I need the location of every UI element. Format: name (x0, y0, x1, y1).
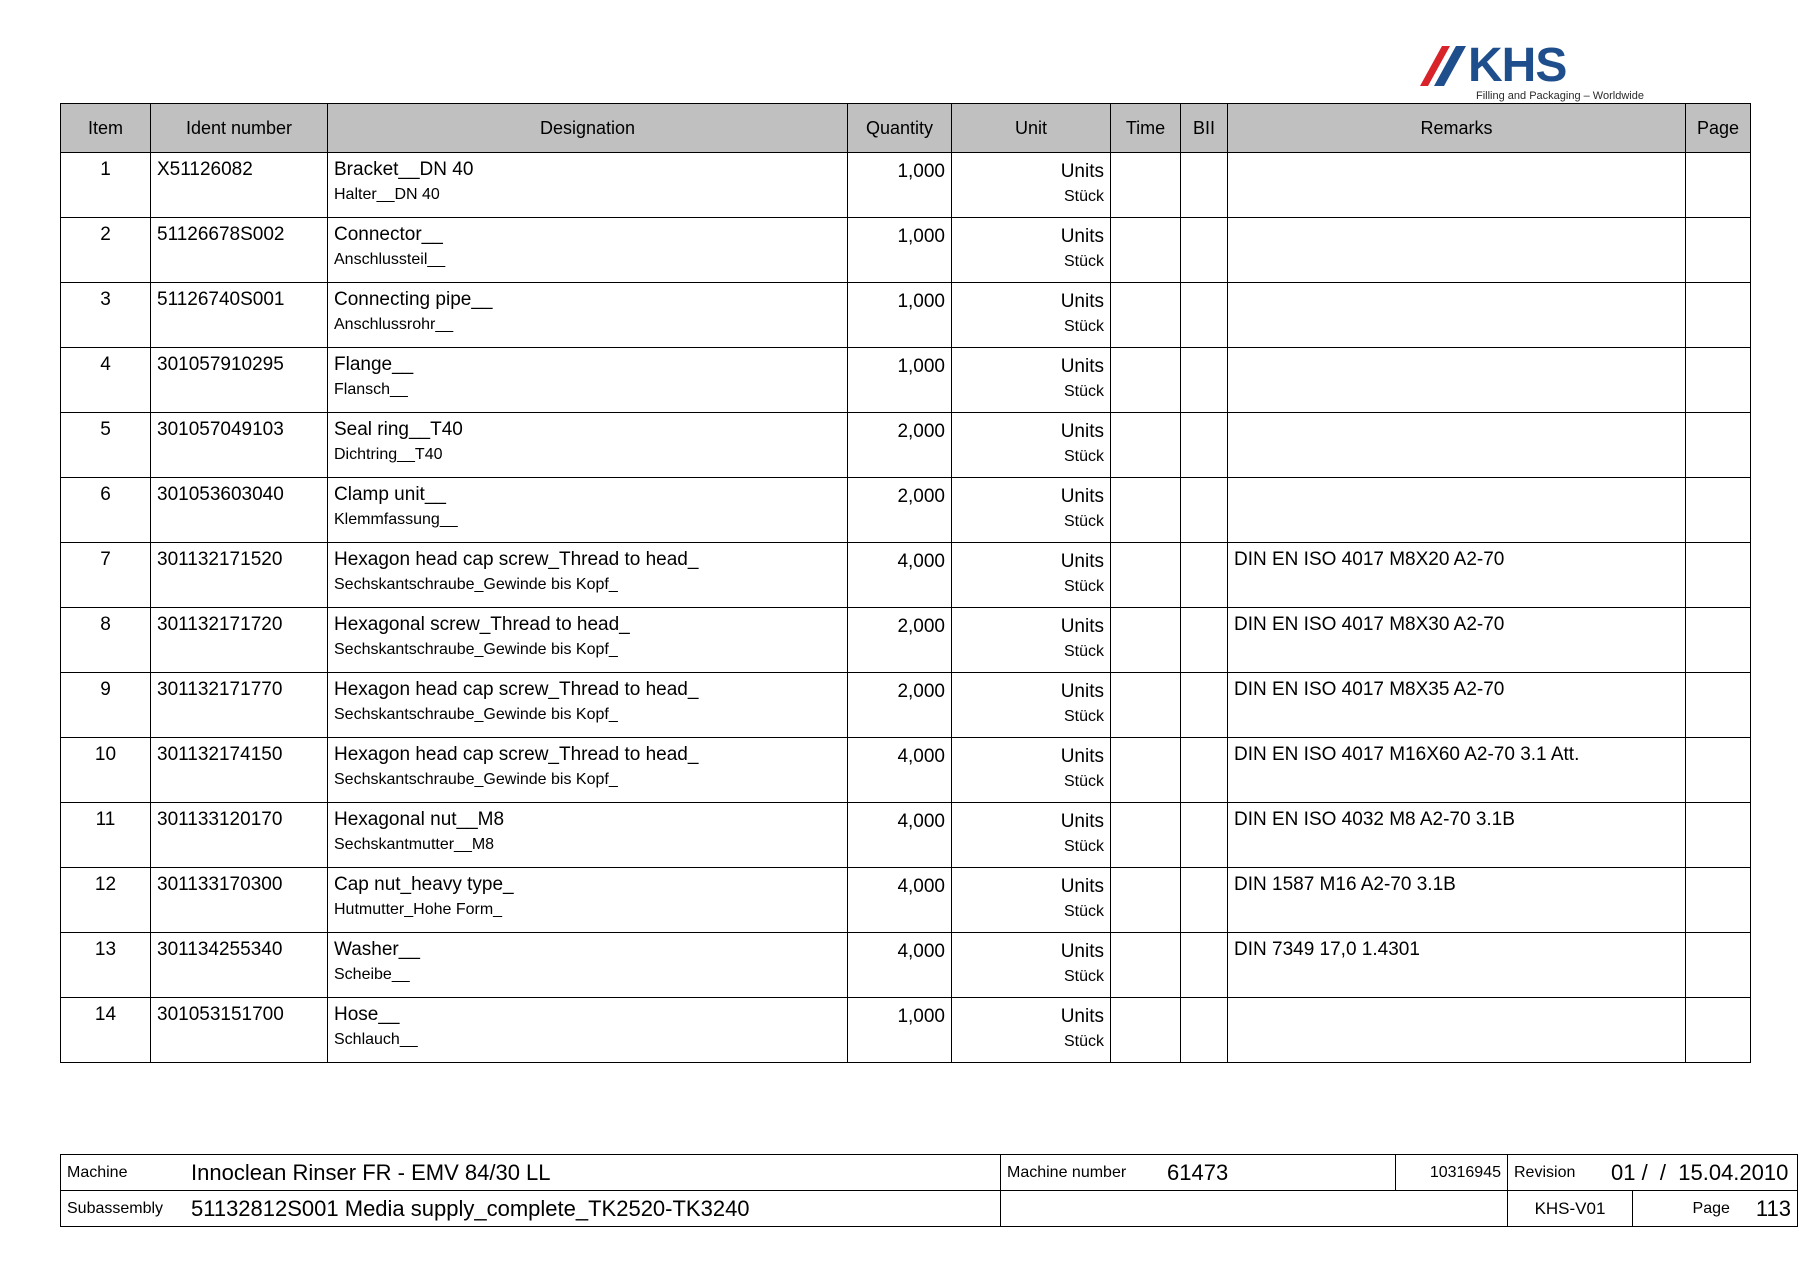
cell-remarks (1228, 413, 1686, 478)
cell-time (1111, 348, 1181, 413)
cell-bil (1181, 803, 1228, 868)
cell-time (1111, 803, 1181, 868)
cell-unit (952, 543, 1111, 608)
cell-item: 3 (61, 283, 151, 348)
cell-page (1686, 543, 1751, 608)
unit-german: Stück (1063, 578, 1104, 595)
cell-item: 13 (61, 933, 151, 998)
cell-item: 5 (61, 413, 151, 478)
header-quantity: Quantity (848, 104, 952, 153)
cell-quantity: 4,000 (848, 543, 952, 608)
cell-item: 12 (61, 868, 151, 933)
cell-bil (1181, 738, 1228, 803)
unit-german: Stück (1063, 773, 1104, 790)
cell-time (1111, 478, 1181, 543)
cell-page (1686, 803, 1751, 868)
cell-remarks (1228, 283, 1686, 348)
unit-german: Stück (1063, 188, 1104, 205)
cell-remarks: DIN 1587 M16 A2-70 3.1B (1228, 868, 1686, 933)
table-row (61, 218, 1751, 283)
cell-ident-number: 301133170300 (151, 868, 328, 933)
cell-unit (952, 218, 1111, 283)
header-page: Page (1686, 104, 1751, 153)
cell-unit (952, 153, 1111, 218)
title-block-row-subassembly (61, 1191, 1798, 1227)
cell-unit (952, 738, 1111, 803)
title-block (60, 1154, 1798, 1227)
cell-ident-number: 301133120170 (151, 803, 328, 868)
cell-time (1111, 153, 1181, 218)
cell-unit (952, 673, 1111, 738)
cell-page (1686, 153, 1751, 218)
cell-designation (328, 153, 848, 218)
table-row (61, 478, 1751, 543)
machine-number-cell (1001, 1155, 1396, 1191)
parts-list-body (61, 153, 1751, 1063)
unit-german: Stück (1063, 448, 1104, 465)
cell-item: 4 (61, 348, 151, 413)
table-row (61, 803, 1751, 868)
cell-item: 8 (61, 608, 151, 673)
cell-page (1686, 608, 1751, 673)
cell-item: 14 (61, 998, 151, 1063)
designation-english: Flange__ (334, 354, 414, 375)
unit-german: Stück (1063, 643, 1104, 660)
designation-english: Washer__ (334, 939, 420, 960)
cell-quantity: 2,000 (848, 413, 952, 478)
cell-item: 6 (61, 478, 151, 543)
designation-english: Hexagon head cap screw_Thread to head_ (334, 549, 699, 570)
khs-logo-brand: KHS (1468, 39, 1567, 92)
table-row (61, 348, 1751, 413)
cell-remarks: DIN EN ISO 4017 M8X35 A2-70 (1228, 673, 1686, 738)
table-row (61, 738, 1751, 803)
subassembly-label: Subassembly (67, 1199, 164, 1217)
table-row (61, 153, 1751, 218)
unit-english: Units (1060, 876, 1104, 897)
cell-ident-number: 301057049103 (151, 413, 328, 478)
cell-item: 1 (61, 153, 151, 218)
cell-unit (952, 998, 1111, 1063)
cell-time (1111, 283, 1181, 348)
cell-designation (328, 608, 848, 673)
revision-cell (1508, 1155, 1798, 1191)
cell-designation (328, 348, 848, 413)
cell-remarks (1228, 478, 1686, 543)
unit-english: Units (1060, 486, 1104, 507)
template-code: KHS-V01 (1534, 1198, 1606, 1218)
designation-german: Sechskantschraube_Gewinde bis Kopf_ (334, 576, 618, 593)
cell-bil (1181, 933, 1228, 998)
machine-number-value: 61473 (1167, 1159, 1229, 1185)
cell-ident-number: 301132171770 (151, 673, 328, 738)
page-cell (1633, 1191, 1798, 1227)
machine-cell (61, 1155, 1001, 1191)
cell-bil (1181, 283, 1228, 348)
cell-quantity: 2,000 (848, 673, 952, 738)
cell-page (1686, 738, 1751, 803)
unit-english: Units (1060, 941, 1104, 962)
cell-item: 9 (61, 673, 151, 738)
revision-value: 01 / / 15.04.2010 (1611, 1159, 1789, 1185)
cell-time (1111, 868, 1181, 933)
table-row (61, 413, 1751, 478)
designation-english: Hexagon head cap screw_Thread to head_ (334, 744, 699, 765)
cell-remarks: DIN 7349 17,0 1.4301 (1228, 933, 1686, 998)
unit-english: Units (1060, 161, 1104, 182)
table-row (61, 673, 1751, 738)
designation-english: Hexagonal nut__M8 (334, 809, 505, 830)
unit-english: Units (1060, 291, 1104, 312)
unit-german: Stück (1063, 708, 1104, 725)
cell-remarks: DIN EN ISO 4032 M8 A2-70 3.1B (1228, 803, 1686, 868)
unit-english: Units (1060, 811, 1104, 832)
cell-unit (952, 608, 1111, 673)
cell-bil (1181, 543, 1228, 608)
unit-german: Stück (1063, 838, 1104, 855)
cell-ident-number: 301053151700 (151, 998, 328, 1063)
unit-english: Units (1060, 616, 1104, 637)
unit-german: Stück (1063, 383, 1104, 400)
cell-page (1686, 868, 1751, 933)
cell-designation (328, 933, 848, 998)
cell-page (1686, 348, 1751, 413)
cell-quantity: 4,000 (848, 738, 952, 803)
cell-ident-number: 301132174150 (151, 738, 328, 803)
page-value: 113 (1755, 1195, 1791, 1221)
header-designation: Designation (328, 104, 848, 153)
designation-english: Connecting pipe__ (334, 289, 493, 310)
designation-german: Klemmfassung__ (334, 511, 458, 528)
table-row (61, 933, 1751, 998)
cell-bil (1181, 608, 1228, 673)
cell-time (1111, 218, 1181, 283)
cell-item: 10 (61, 738, 151, 803)
designation-german: Halter__DN 40 (334, 186, 440, 203)
designation-german: Anschlussrohr__ (334, 316, 454, 333)
cell-ident-number: 51126740S001 (151, 283, 328, 348)
cell-item: 2 (61, 218, 151, 283)
designation-german: Scheibe__ (334, 966, 410, 983)
cell-remarks: DIN EN ISO 4017 M16X60 A2-70 3.1 Att. (1228, 738, 1686, 803)
cell-time (1111, 543, 1181, 608)
cell-bil (1181, 998, 1228, 1063)
subassembly-value: 51132812S001 Media supply_complete_TK2520-TK3240 (191, 1195, 750, 1221)
cell-bil (1181, 348, 1228, 413)
cell-bil (1181, 868, 1228, 933)
cell-unit (952, 283, 1111, 348)
designation-german: Sechskantmutter__M8 (334, 836, 495, 853)
cell-ident-number: 301132171520 (151, 543, 328, 608)
cell-quantity: 4,000 (848, 803, 952, 868)
unit-english: Units (1060, 681, 1104, 702)
unit-english: Units (1060, 746, 1104, 767)
designation-english: Clamp unit__ (334, 484, 446, 505)
cell-unit (952, 803, 1111, 868)
khs-logo-tagline: Filling and Packaging – Worldwide (1476, 90, 1644, 102)
table-row (61, 543, 1751, 608)
cell-quantity: 4,000 (848, 933, 952, 998)
cell-page (1686, 933, 1751, 998)
cell-ident-number: 301057910295 (151, 348, 328, 413)
designation-english: Hexagon head cap screw_Thread to head_ (334, 679, 699, 700)
cell-ident-number: 301053603040 (151, 478, 328, 543)
designation-german: Anschlussteil__ (334, 251, 446, 268)
header-bil: BII (1181, 104, 1228, 153)
cell-unit (952, 348, 1111, 413)
cell-page (1686, 478, 1751, 543)
cell-remarks (1228, 153, 1686, 218)
cell-designation (328, 218, 848, 283)
table-row (61, 998, 1751, 1063)
designation-german: Hutmutter_Hohe Form_ (334, 901, 503, 918)
cell-item: 7 (61, 543, 151, 608)
cell-item: 11 (61, 803, 151, 868)
table-row (61, 283, 1751, 348)
cell-quantity: 2,000 (848, 478, 952, 543)
designation-german: Flansch__ (334, 381, 408, 398)
khs-logo-stripes-icon (1420, 46, 1470, 86)
cell-quantity: 1,000 (848, 283, 952, 348)
cell-quantity: 1,000 (848, 998, 952, 1063)
table-row (61, 868, 1751, 933)
designation-english: Connector__ (334, 224, 443, 245)
designation-german: Sechskantschraube_Gewinde bis Kopf_ (334, 771, 618, 788)
unit-german: Stück (1063, 513, 1104, 530)
unit-german: Stück (1063, 903, 1104, 920)
cell-designation (328, 543, 848, 608)
table-header-row (61, 104, 1751, 153)
unit-english: Units (1060, 226, 1104, 247)
cell-time (1111, 933, 1181, 998)
unit-german: Stück (1063, 1033, 1104, 1050)
cell-unit (952, 478, 1111, 543)
cell-unit (952, 933, 1111, 998)
doc-number-cell (1396, 1155, 1508, 1191)
designation-english: Hexagonal screw_Thread to head_ (334, 614, 630, 635)
page-label: Page (1692, 1199, 1730, 1217)
cell-remarks (1228, 998, 1686, 1063)
cell-time (1111, 738, 1181, 803)
title-block-row-machine (61, 1155, 1798, 1191)
khs-logo (1420, 39, 1644, 105)
cell-remarks (1228, 218, 1686, 283)
cell-page (1686, 413, 1751, 478)
cell-quantity: 1,000 (848, 153, 952, 218)
cell-time (1111, 608, 1181, 673)
cell-designation (328, 283, 848, 348)
cell-quantity: 1,000 (848, 348, 952, 413)
cell-unit (952, 413, 1111, 478)
cell-bil (1181, 218, 1228, 283)
cell-designation (328, 478, 848, 543)
cell-quantity: 2,000 (848, 608, 952, 673)
header-ident-number: Ident number (151, 104, 328, 153)
cell-ident-number: X51126082 (151, 153, 328, 218)
cell-quantity: 4,000 (848, 868, 952, 933)
cell-designation (328, 673, 848, 738)
header-time: Time (1111, 104, 1181, 153)
designation-english: Cap nut_heavy type_ (334, 874, 514, 895)
cell-quantity: 1,000 (848, 218, 952, 283)
cell-page (1686, 998, 1751, 1063)
unit-english: Units (1060, 551, 1104, 572)
header-item: Item (61, 104, 151, 153)
cell-designation (328, 868, 848, 933)
cell-remarks: DIN EN ISO 4017 M8X20 A2-70 (1228, 543, 1686, 608)
cell-ident-number: 51126678S002 (151, 218, 328, 283)
empty-cell (1001, 1191, 1508, 1227)
cell-designation (328, 803, 848, 868)
designation-german: Schlauch__ (334, 1031, 418, 1048)
unit-german: Stück (1063, 318, 1104, 335)
cell-designation (328, 738, 848, 803)
cell-unit (952, 868, 1111, 933)
cell-bil (1181, 478, 1228, 543)
cell-bil (1181, 413, 1228, 478)
machine-label: Machine (67, 1163, 128, 1181)
unit-german: Stück (1063, 968, 1104, 985)
cell-bil (1181, 153, 1228, 218)
machine-number-label: Machine number (1007, 1163, 1127, 1181)
unit-english: Units (1060, 421, 1104, 442)
cell-designation (328, 413, 848, 478)
unit-english: Units (1060, 356, 1104, 377)
header-unit: Unit (952, 104, 1111, 153)
table-row (61, 608, 1751, 673)
cell-time (1111, 413, 1181, 478)
cell-ident-number: 301134255340 (151, 933, 328, 998)
cell-time (1111, 998, 1181, 1063)
cell-page (1686, 673, 1751, 738)
cell-remarks: DIN EN ISO 4017 M8X30 A2-70 (1228, 608, 1686, 673)
machine-value: Innoclean Rinser FR - EMV 84/30 LL (191, 1159, 551, 1185)
template-code-cell (1508, 1191, 1633, 1227)
parts-list-table (60, 103, 1751, 1063)
designation-english: Seal ring__T40 (334, 419, 463, 440)
designation-german: Sechskantschraube_Gewinde bis Kopf_ (334, 706, 618, 723)
unit-english: Units (1060, 1006, 1104, 1027)
cell-page (1686, 283, 1751, 348)
revision-label: Revision (1514, 1163, 1576, 1181)
designation-german: Dichtring__T40 (334, 446, 443, 463)
doc-number: 10316945 (1429, 1163, 1501, 1181)
designation-english: Bracket__DN 40 (334, 159, 474, 180)
header-remarks: Remarks (1228, 104, 1686, 153)
unit-german: Stück (1063, 253, 1104, 270)
cell-ident-number: 301132171720 (151, 608, 328, 673)
subassembly-cell (61, 1191, 1001, 1227)
cell-page (1686, 218, 1751, 283)
cell-bil (1181, 673, 1228, 738)
cell-remarks (1228, 348, 1686, 413)
cell-time (1111, 673, 1181, 738)
designation-german: Sechskantschraube_Gewinde bis Kopf_ (334, 641, 618, 658)
designation-english: Hose__ (334, 1004, 400, 1025)
cell-designation (328, 998, 848, 1063)
